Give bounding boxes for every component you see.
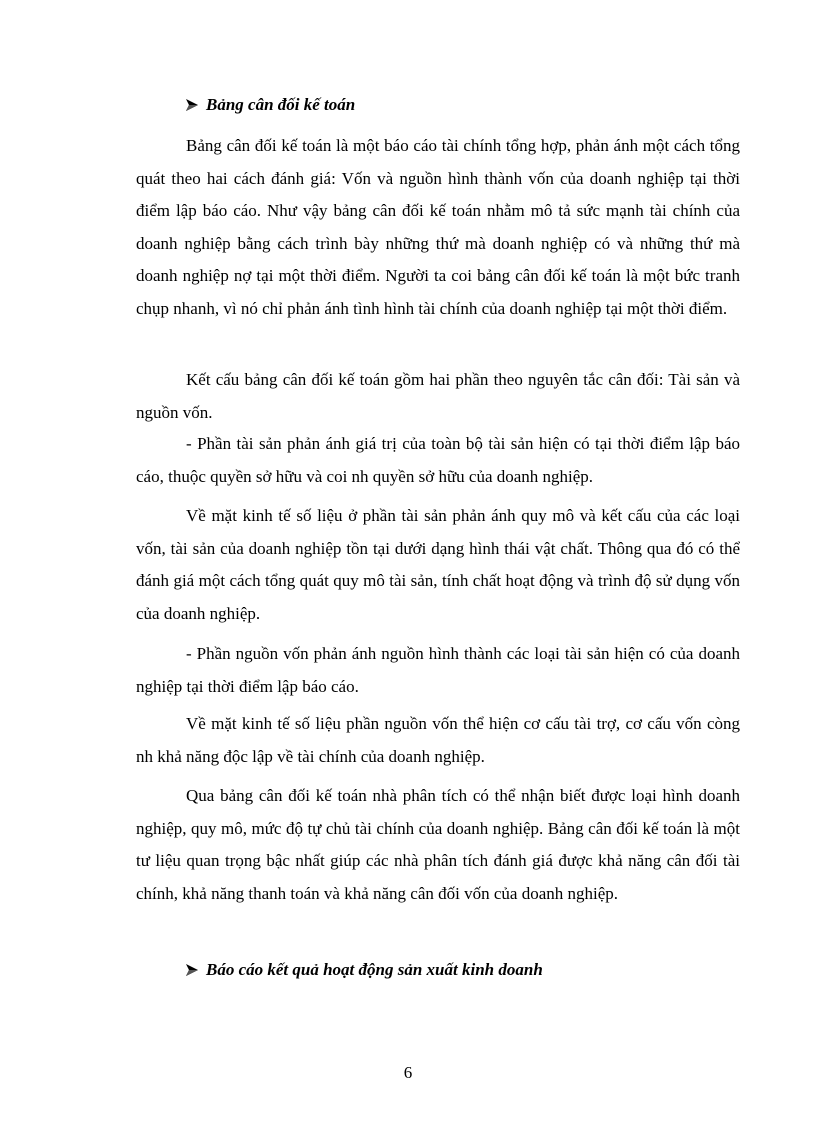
arrow-bullet-icon	[186, 99, 198, 111]
paragraph-5: - Phần nguồn vốn phản ánh nguồn hình thành các loại tài sản hiện có của doanh nghiệp tại thời điểm lập báo cáo.	[136, 644, 740, 696]
heading-income-statement-text: Báo cáo kết quả hoạt động sản xuất kinh doanh	[206, 960, 543, 979]
paragraph-7: Qua bảng cân đối kế toán nhà phân tích có thể nhận biết được loại hình doanh nghiệp, quy mô, mức độ tự chủ tài chính của doanh nghiệp. Bảng cân đối kế toán là một tư liệu quan trọng bậc nhất giúp các nhà phân tích đánh giá được khả năng cân đối tài chính, khả năng thanh toán và khả năng cân đối vốn của doanh nghiệp.	[136, 786, 740, 903]
heading-balance-sheet-text: Bảng cân đối kế toán	[206, 95, 356, 114]
heading-balance-sheet	[186, 94, 355, 116]
paragraph-4: Về mặt kinh tế số liệu ở phần tài sản phản ánh quy mô và kết cấu của các loại vốn, tài sản của doanh nghiệp tồn tại dưới dạng hình thái vật chất. Thông qua đó có thể đánh giá một cách tổng quát quy mô tài sản, tính chất hoạt động và trình độ sử dụng vốn của doanh nghiệp.	[136, 506, 740, 623]
paragraph-2: Kết cấu bảng cân đối kế toán gồm hai phần theo nguyên tắc cân đối: Tài sản và nguồn vốn.	[136, 370, 740, 422]
page-number: 6	[403, 1063, 413, 1082]
heading-income-statement	[186, 959, 543, 981]
paragraph-3: - Phần tài sản phản ánh giá trị của toàn bộ tài sản hiện có tại thời điểm lập báo cáo, thuộc quyền sở hữu và coi nh quyền sở hữu của doanh nghiệp.	[136, 434, 740, 486]
paragraph-6: Về mặt kinh tế số liệu phần nguồn vốn thể hiện cơ cấu tài trợ, cơ cấu vốn còng nh khả năng độc lập về tài chính của doanh nghiệp.	[136, 714, 740, 766]
paragraph-1: Bảng cân đối kế toán là một báo cáo tài chính tổng hợp, phản ánh một cách tổng quát theo hai cách đánh giá: Vốn và nguồn hình thành vốn của doanh nghiệp tại thời điểm lập báo cáo. Như vậy bảng cân đối kế toán nhằm mô tả sức mạnh tài chính của doanh nghiệp bằng cách trình bày những thứ mà doanh nghiệp có và những thứ mà doanh nghiệp nợ tại một thời điểm. Người ta coi bảng cân đối kế toán là một bức tranh chụp nhanh, vì nó chỉ phản ánh tình hình tài chính của doanh nghiệp tại một thời điểm.	[136, 136, 740, 318]
arrow-bullet-icon	[186, 964, 198, 976]
